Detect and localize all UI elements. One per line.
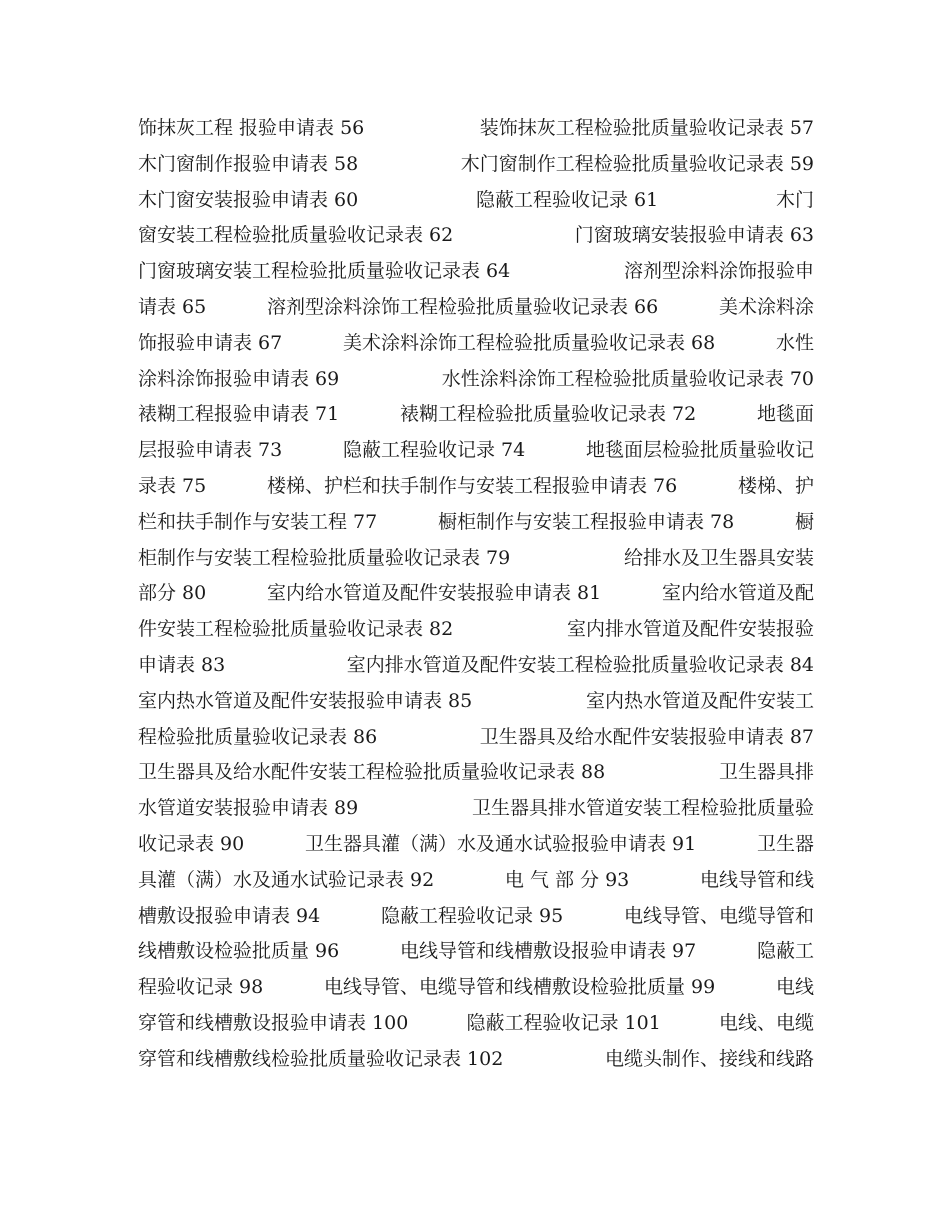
toc-entry-text: 柜制作与安装工程检验批质量验收记录表 79	[138, 546, 511, 569]
toc-entry-text: 隐蔽工程验收记录 61	[475, 188, 659, 211]
toc-entry-text: 栏和扶手制作与安装工程 77	[138, 510, 378, 533]
text-line	[138, 684, 814, 720]
toc-entry-text: 室内给水管道及配	[661, 582, 814, 605]
toc-entry-text: 请表 65	[138, 295, 207, 318]
text-line	[138, 505, 814, 541]
toc-entry-text: 隐蔽工程验收记录 95	[380, 904, 564, 927]
toc-entry-text: 木门	[775, 188, 814, 211]
toc-entry-text: 水管道安装报验申请表 89	[138, 797, 359, 820]
toc-entry-text: 窗安装工程检验批质量验收记录表 62	[138, 224, 454, 247]
toc-entry-text: 楼梯、护	[737, 474, 814, 497]
text-line	[138, 863, 814, 899]
table-of-contents-text	[138, 111, 814, 1078]
toc-entry-text: 电线、电缆	[718, 1011, 814, 1034]
toc-entry-text: 隐蔽工	[756, 940, 814, 963]
toc-entry-text: 电线导管、电缆导管和线槽敷设检验批质量 99	[323, 976, 716, 999]
toc-entry-text: 给排水及卫生器具安装	[623, 546, 814, 569]
toc-entry-text: 裱糊工程检验批质量验收记录表 72	[399, 403, 697, 426]
text-line	[138, 469, 814, 505]
text-line	[138, 362, 814, 398]
toc-entry-text: 层报验申请表 73	[138, 439, 283, 462]
text-line	[138, 218, 814, 254]
toc-entry-text: 裱糊工程报验申请表 71	[138, 403, 340, 426]
toc-entry-text: 槽敷设报验申请表 94	[138, 904, 321, 927]
toc-entry-text: 电线	[775, 976, 814, 999]
toc-entry-text: 楼梯、护栏和扶手制作与安装工程报验申请表 76	[266, 474, 678, 497]
text-line	[138, 397, 814, 433]
text-line	[138, 791, 814, 827]
toc-entry-text: 溶剂型涂料涂饰工程检验批质量验收记录表 66	[266, 295, 659, 318]
text-line	[138, 183, 814, 219]
toc-entry-text: 电线导管、电缆导管和	[623, 904, 814, 927]
text-line	[138, 934, 814, 970]
toc-entry-text: 室内给水管道及配件安装报验申请表 81	[266, 582, 602, 605]
text-line	[138, 612, 814, 648]
toc-entry-text: 电缆头制作、接线和线路	[604, 1047, 814, 1070]
toc-entry-text: 收记录表 90	[138, 832, 245, 855]
toc-entry-text: 地毯面	[756, 403, 814, 426]
text-line	[138, 899, 814, 935]
toc-entry-text: 饰抹灰工程 报验申请表 56	[138, 117, 365, 139]
toc-entry-text: 线槽敷设检验批质量 96	[138, 940, 340, 963]
text-line	[138, 433, 814, 469]
text-line	[138, 326, 814, 362]
toc-entry-text: 程验收记录 98	[138, 976, 264, 999]
toc-entry-text: 室内热水管道及配件安装报验申请表 85	[138, 689, 473, 712]
toc-entry-text: 室内排水管道及配件安装报验	[566, 618, 814, 641]
toc-entry-text: 电 气 部 分 93	[504, 868, 630, 891]
toc-entry-text: 装饰抹灰工程检验批质量验收记录表 57	[479, 117, 814, 139]
toc-entry-text: 木门窗制作工程检验批质量验收记录表 59	[460, 152, 814, 175]
toc-entry-text: 隐蔽工程验收记录 74	[342, 439, 526, 462]
toc-entry-text: 电线导管和线	[699, 868, 814, 891]
text-line	[138, 111, 814, 147]
toc-entry-text: 电线导管和线槽敷设报验申请表 97	[399, 940, 697, 963]
toc-entry-text: 穿管和线槽敷设报验申请表 100	[138, 1011, 409, 1034]
text-line	[138, 147, 814, 183]
toc-entry-text: 地毯面层检验批质量验收记	[585, 439, 814, 462]
text-line	[138, 755, 814, 791]
toc-entry-text: 卫生器具排水管道安装工程检验批质量验	[471, 797, 814, 820]
toc-entry-text: 部分 80	[138, 582, 207, 605]
toc-entry-text: 程检验批质量验收记录表 86	[138, 725, 378, 748]
toc-entry-text: 卫生器具及给水配件安装报验申请表 87	[479, 725, 814, 748]
toc-entry-text: 件安装工程检验批质量验收记录表 82	[138, 618, 454, 641]
toc-entry-text: 木门窗制作报验申请表 58	[138, 152, 359, 175]
toc-entry-text: 橱	[794, 510, 814, 533]
toc-entry-text: 卫生器具排	[718, 761, 814, 784]
toc-entry-text: 门窗玻璃安装工程检验批质量验收记录表 64	[138, 260, 511, 283]
toc-entry-text: 饰报验申请表 67	[138, 331, 283, 354]
text-line	[138, 827, 814, 863]
toc-entry-text: 卫生器	[756, 832, 814, 855]
toc-entry-text: 水性涂料涂饰工程检验批质量验收记录表 70	[441, 367, 814, 390]
toc-entry-text: 录表 75	[138, 474, 207, 497]
toc-entry-text: 室内热水管道及配件安装工	[585, 689, 814, 712]
toc-entry-text: 门窗玻璃安装报验申请表 63	[574, 224, 814, 247]
toc-entry-text: 隐蔽工程验收记录 101	[466, 1011, 661, 1034]
toc-entry-text: 卫生器具及给水配件安装工程检验批质量验收记录表 88	[138, 761, 606, 784]
toc-entry-text: 室内排水管道及配件安装工程检验批质量验收记录表 84	[346, 653, 814, 676]
text-line	[138, 541, 814, 577]
text-line	[138, 290, 814, 326]
text-line	[138, 576, 814, 612]
toc-entry-text: 美术涂料涂	[718, 295, 814, 318]
toc-entry-text: 橱柜制作与安装工程报验申请表 78	[437, 510, 735, 533]
toc-entry-text: 具灌（满）水及通水试验记录表 92	[138, 868, 435, 891]
toc-entry-text: 穿管和线槽敷线检验批质量验收记录表 102	[138, 1047, 504, 1070]
toc-entry-text: 美术涂料涂饰工程检验批质量验收记录表 68	[342, 331, 716, 354]
toc-entry-text: 木门窗安装报验申请表 60	[138, 188, 359, 211]
toc-entry-text: 卫生器具灌（满）水及通水试验报验申请表 91	[304, 832, 697, 855]
toc-entry-text: 申请表 83	[138, 653, 226, 676]
toc-entry-text: 涂料涂饰报验申请表 69	[138, 367, 340, 390]
text-line	[138, 648, 814, 684]
text-line	[138, 254, 814, 290]
text-line	[138, 1042, 814, 1078]
toc-entry-text: 溶剂型涂料涂饰报验申	[623, 260, 814, 283]
text-line	[138, 720, 814, 756]
text-line	[138, 970, 814, 1006]
toc-entry-text: 水性	[775, 331, 814, 354]
text-line	[138, 1006, 814, 1042]
